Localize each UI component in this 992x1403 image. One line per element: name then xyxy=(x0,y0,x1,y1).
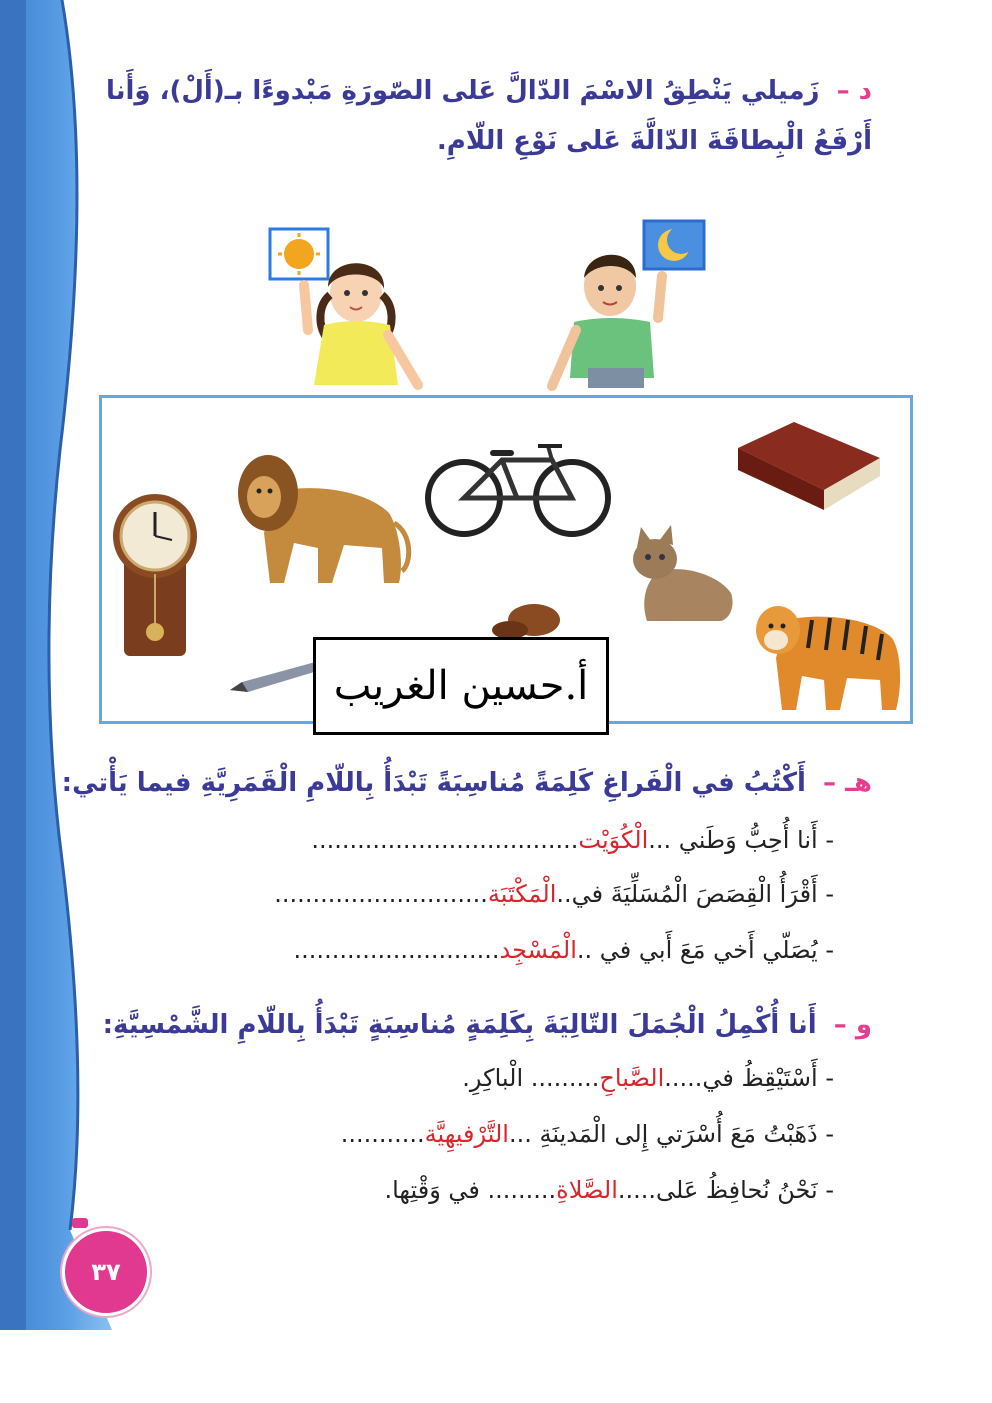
page-number-tab xyxy=(72,1218,88,1228)
instruction-w xyxy=(103,1000,872,1050)
instruction-h-text: أَكْتُبُ في الْفَراغِ كَلِمَةً مُناسِبَةً تَبْدَأُ بِاللّامِ الْقَمَرِيَّةِ فيما يَأْتي: xyxy=(61,768,806,798)
sentence-w-2-before: - ذَهَبْتُ مَعَ أُسْرَتي إِلى الْمَدينَةِ ... xyxy=(508,1120,834,1148)
bicycle-icon xyxy=(422,438,612,538)
instruction-w-letter: و – xyxy=(833,1010,872,1040)
sentence-w-3-answer[interactable]: الصَّلاةِ xyxy=(556,1176,618,1204)
sentence-h-2-after: ............................ xyxy=(274,880,488,908)
sentence-w-3-before: - نَحْنُ نُحافِظُ عَلى..... xyxy=(617,1176,834,1204)
sentence-w-2 xyxy=(341,1120,834,1148)
cat-icon xyxy=(627,523,737,623)
sentence-h-2-before: - أَقْرَأُ الْقِصَصَ الْمُسَلِّيَةَ في.. xyxy=(556,880,834,908)
dates-icon xyxy=(490,598,570,640)
instruction-d xyxy=(92,66,872,166)
sentence-h-2-answer[interactable]: الْمَكْتَبَة xyxy=(487,880,557,908)
sentence-w-1 xyxy=(462,1064,834,1092)
tiger-icon xyxy=(752,598,907,716)
sentence-w-2-after: ........... xyxy=(340,1120,425,1148)
sentence-h-1-after: ................................... xyxy=(311,826,579,854)
page-number: ٣٧ xyxy=(62,1228,150,1316)
instruction-d-letter: د – xyxy=(836,76,872,106)
instruction-d-text: زَميلي يَنْطِقُ الاسْمَ الدّالَّ عَلى الصّورَةِ مَبْدوءًا بـ(أَلْ)، وَأَنا أَرْفَعُ الْبِطاقَةَ الدّالَّةَ عَلى نَوْعِ اللّامِ. xyxy=(105,76,872,156)
lion-icon xyxy=(234,453,414,588)
book-icon xyxy=(734,418,884,513)
author-name-box: أ.حسين الغريب xyxy=(313,637,609,735)
sentence-h-3 xyxy=(294,936,834,964)
instruction-h-letter: هـ – xyxy=(823,768,872,798)
boy-illustration xyxy=(540,218,720,396)
sentence-w-3-after: ......... في وَقْتِها. xyxy=(384,1176,557,1204)
sentence-h-1-before: - أَنا أُحِبُّ وَطَني ... xyxy=(648,826,834,854)
clock-icon xyxy=(110,488,200,658)
sentence-w-3 xyxy=(384,1176,834,1204)
sentence-h-3-before: - يُصَلّي أَخي مَعَ أَبي في .. xyxy=(576,936,834,964)
sentence-h-1 xyxy=(311,826,834,854)
sentence-h-1-answer[interactable]: الْكُوَيْت xyxy=(578,826,649,854)
sentence-w-1-after: ......... الْباكِرِ. xyxy=(462,1064,600,1092)
sentence-h-2 xyxy=(274,880,834,908)
sentence-w-1-before: - أَسْتَيْقِظُ في..... xyxy=(664,1064,834,1092)
instruction-h xyxy=(62,758,872,808)
sentence-h-3-after: ........................... xyxy=(293,936,500,964)
sentence-h-3-answer[interactable]: الْمَسْجِد xyxy=(499,936,577,964)
sentence-w-2-answer[interactable]: التَّرْفيهِيَّة xyxy=(424,1120,509,1148)
instruction-w-text: أَنا أُكْمِلُ الْجُمَلَ التّالِيَةَ بِكَلِمَةٍ مُناسِبَةٍ تَبْدَأُ بِاللّامِ الشَّمْسِيَّةِ: xyxy=(102,1010,817,1040)
girl-illustration xyxy=(268,225,438,395)
sentence-w-1-answer[interactable]: الصَّباحِ xyxy=(599,1064,665,1092)
